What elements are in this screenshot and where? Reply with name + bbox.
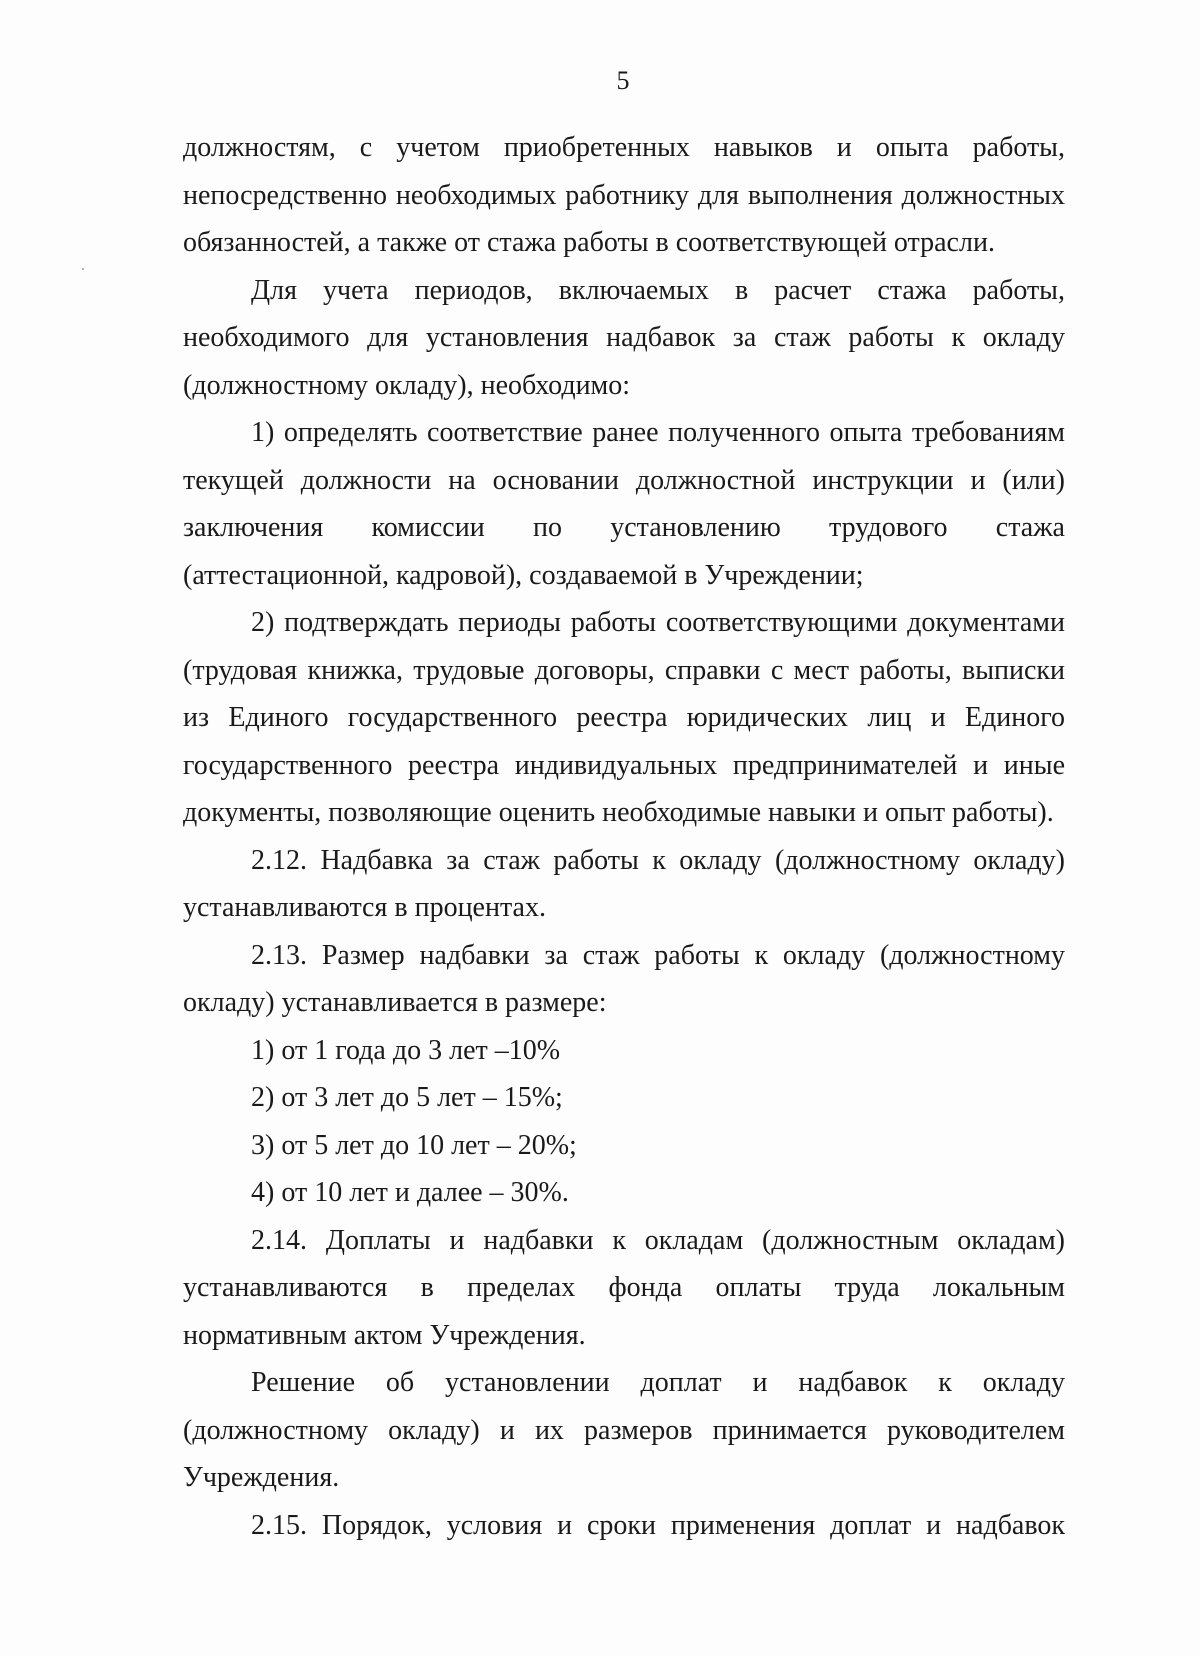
paragraph-continuation: должностям, с учетом приобретенных навыков и опыта работы, непосредственно необходимых работнику для выполнения должностных обязанностей, а также от стажа работы в соответствующей отрасли. bbox=[183, 132, 1065, 258]
scale-item-1: 1) от 1 года до 3 лет –10% bbox=[251, 1034, 561, 1066]
paragraph-2-15: 2.15. Порядок, условия и сроки применения доплат и надбавок bbox=[251, 1509, 1065, 1541]
scale-item-3: 3) от 5 лет до 10 лет – 20%; bbox=[251, 1129, 577, 1161]
paragraph-periods: Для учета периодов, включаемых в расчет стажа работы, необходимого для установления надбавок за стаж работы к окладу (должностному окладу), необходимо: bbox=[183, 274, 1065, 401]
scale-item-4: 4) от 10 лет и далее – 30%. bbox=[251, 1177, 569, 1208]
page-number: 5 bbox=[616, 66, 630, 95]
scan-speck bbox=[82, 268, 84, 270]
paragraph-2-14: 2.14. Доплаты и надбавки к окладам (должностным окладам) устанавливаются в пределах фонда оплаты труда локальным нормативным актом Учреждения. bbox=[183, 1224, 1065, 1351]
paragraph-2-13: 2.13. Размер надбавки за стаж работы к окладу (должностному окладу) устанавливается в размере: bbox=[183, 939, 1065, 1018]
scale-item-2: 2) от 3 лет до 5 лет – 15%; bbox=[251, 1082, 563, 1113]
paragraph-decision: Решение об установлении доплат и надбавок к окладу (должностному окладу) и их размеров принимается руководителем Учреждения. bbox=[183, 1367, 1065, 1493]
paragraph-item-1: 1) определять соответствие ранее полученного опыта требованиям текущей должности на основании должностной инструкции и (или) заключения комиссии по установлению трудового стажа (аттестационной, кадровой), создаваемой в Учреждении; bbox=[183, 417, 1065, 591]
paragraph-item-2: 2) подтверждать периоды работы соответствующими документами (трудовая книжка, трудовые договоры, справки с мест работы, выписки из Единого государственного реестра юридических лиц и Единого государственного реестра индивидуальных предпринимателей и иные документы, позволяющие оценить необходимые навыки и опыт работы). bbox=[183, 607, 1065, 828]
paragraph-2-12: 2.12. Надбавка за стаж работы к окладу (должностному окладу) устанавливаются в процентах. bbox=[183, 844, 1065, 923]
document-body bbox=[183, 124, 1065, 1549]
